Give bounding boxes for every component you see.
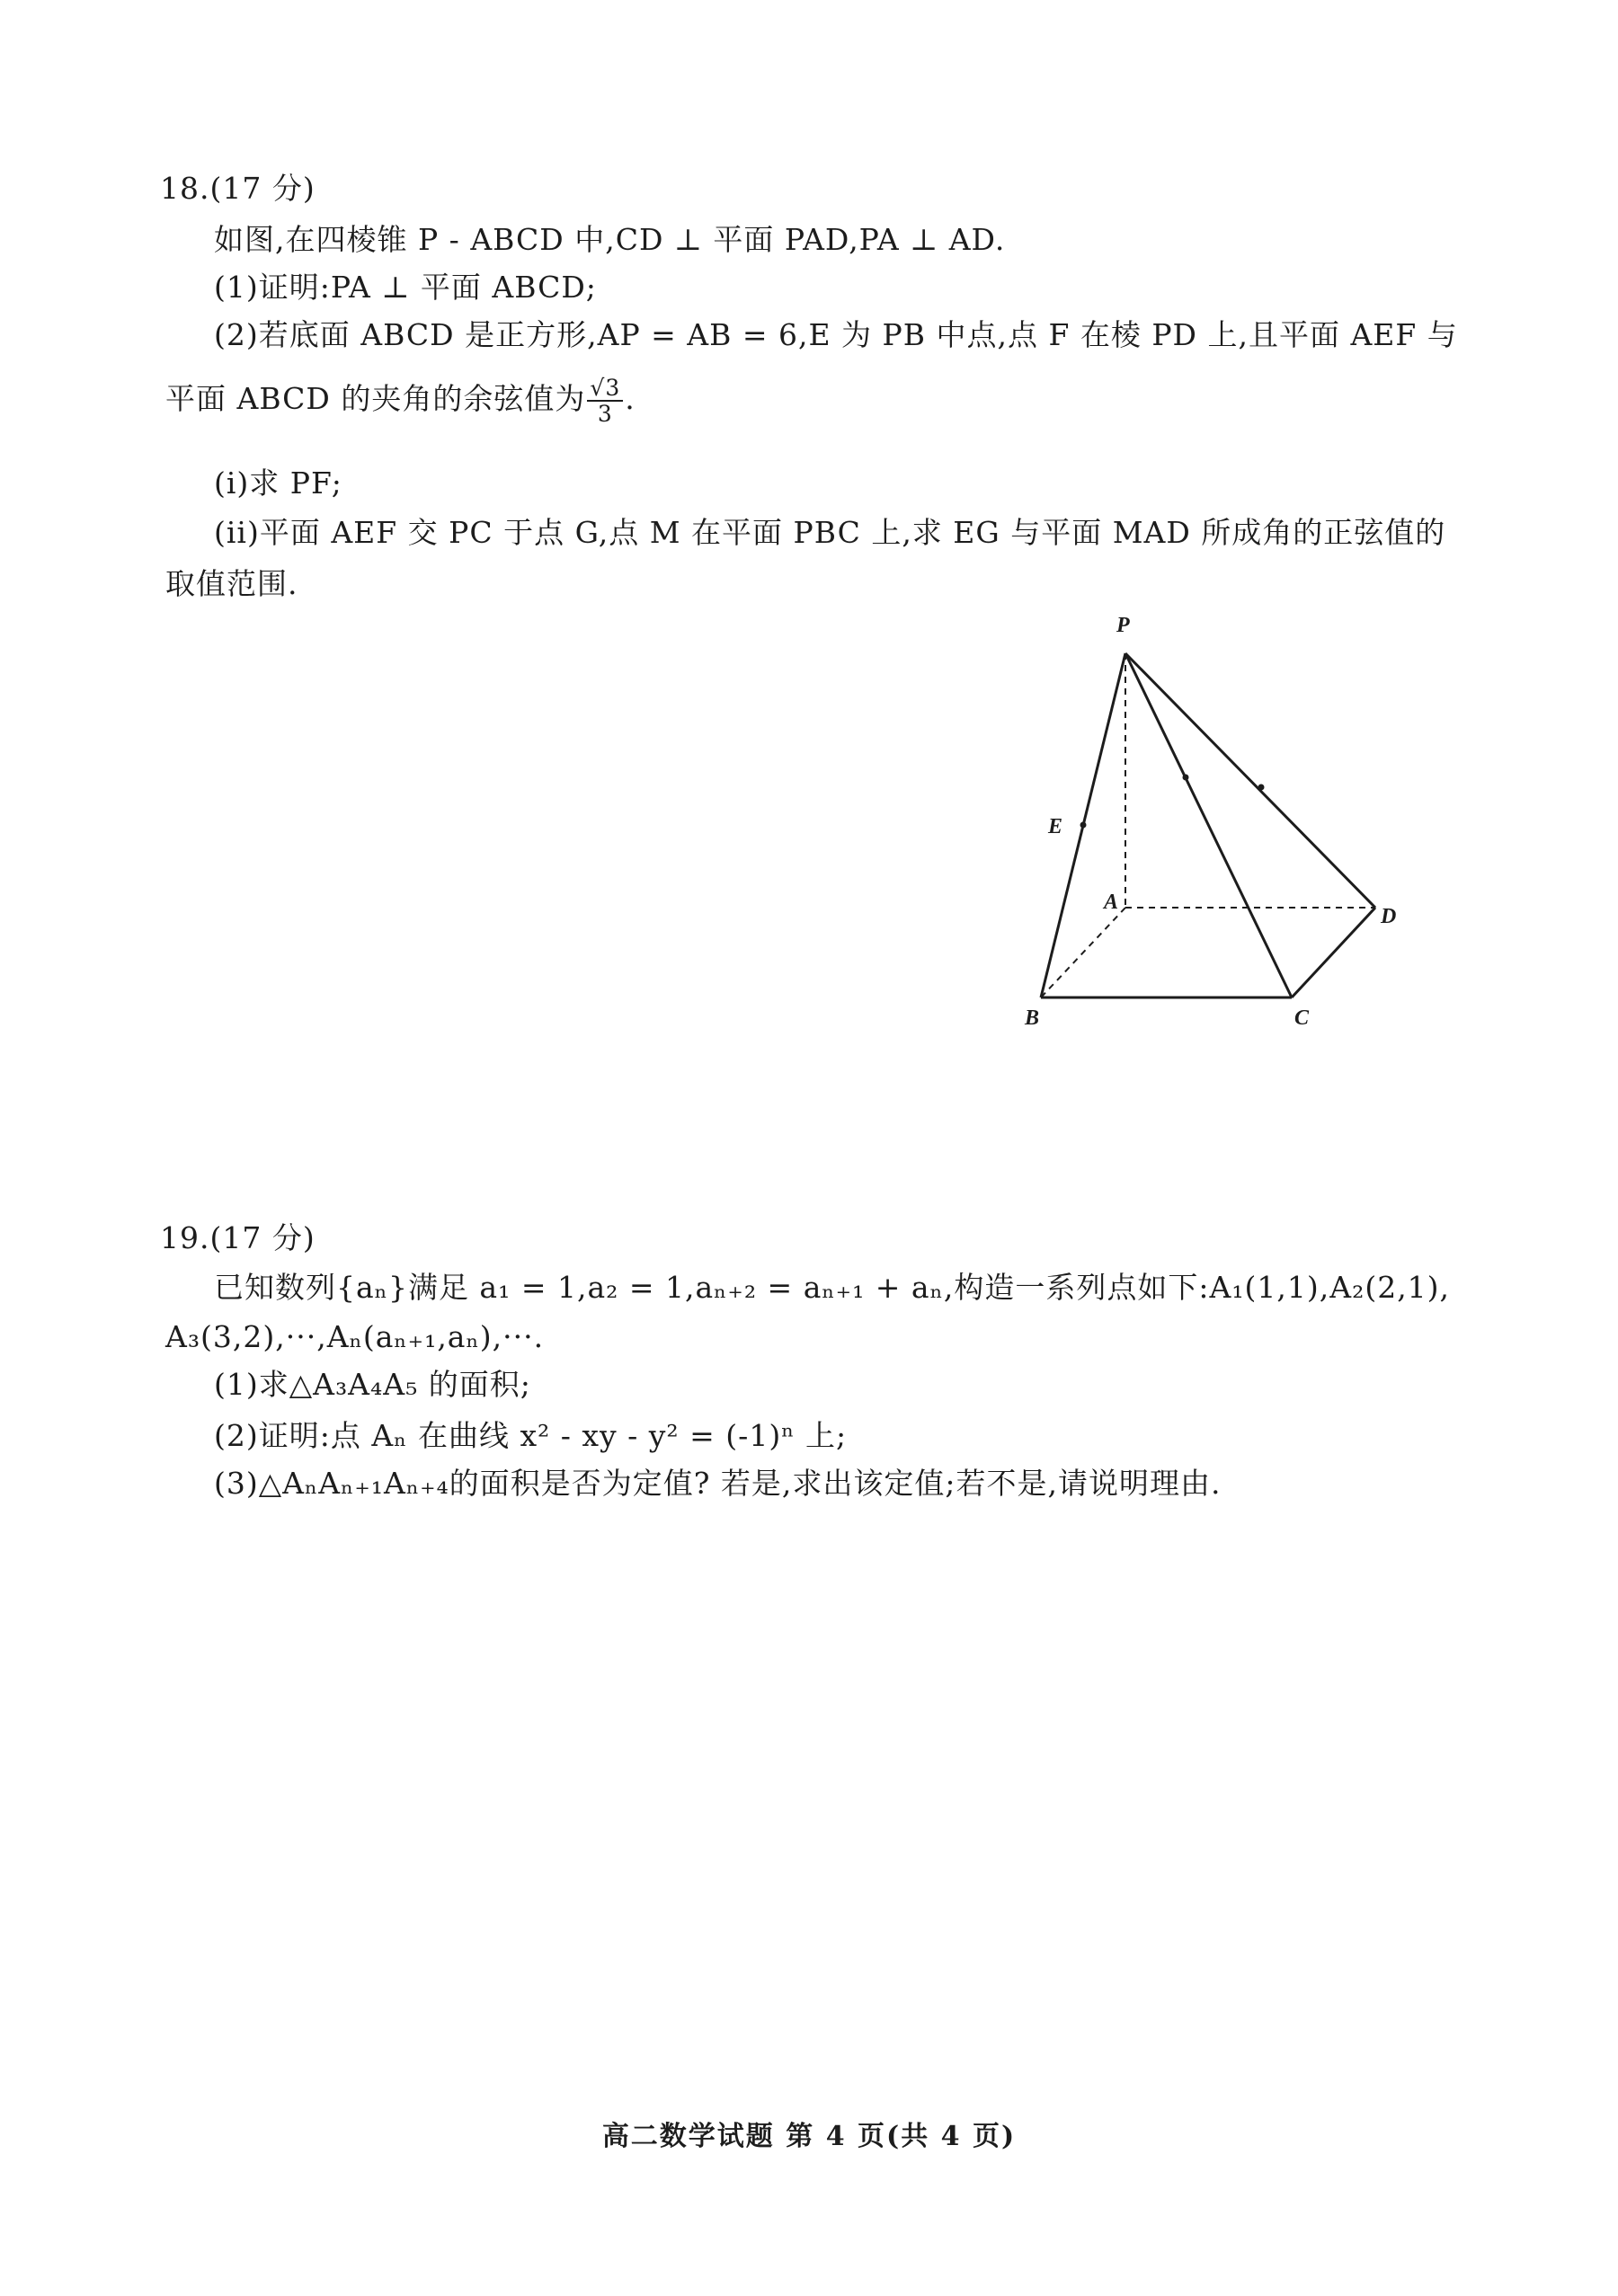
q18-intro: 如图,在四棱锥 P - ABCD 中,CD ⊥ 平面 PAD,PA ⊥ AD.: [214, 222, 1006, 257]
q18-header: 18.(17 分): [160, 171, 316, 206]
edge-PC: [1125, 653, 1292, 997]
point-F: [1258, 785, 1265, 791]
pyramid-labels: [1024, 614, 1396, 1030]
point-G: [1183, 775, 1189, 781]
fraction-denominator: 3: [597, 401, 613, 427]
label-E: E: [1048, 815, 1063, 838]
label-B: B: [1025, 1006, 1040, 1030]
q18-sub-i: (i)求 PF;: [214, 465, 342, 501]
q18-part1: (1)证明:PA ⊥ 平面 ABCD;: [214, 270, 597, 305]
pyramid-points: [1080, 775, 1265, 829]
label-A: A: [1104, 891, 1119, 914]
q19-part1: (1)求△A₃A₄A₅ 的面积;: [214, 1367, 531, 1402]
q18-part2-line1: (2)若底面 ABCD 是正方形,AP = AB = 6,E 为 PB 中点,点 F 在棱 PD 上,且平面 AEF 与: [214, 317, 1458, 352]
edge-CD: [1292, 908, 1375, 997]
label-C: C: [1294, 1006, 1310, 1030]
q19-intro-line2: A₃(3,2),···,Aₙ(aₙ₊₁,aₙ),···.: [165, 1319, 545, 1354]
q19-intro-line1: 已知数列{aₙ}满足 a₁ = 1,a₂ = 1,aₙ₊₂ = aₙ₊₁ + aₙ,构造一系列点如下:A₁(1,1),A₂(2,1),: [214, 1270, 1451, 1305]
q18-part2-line2-text: 平面 ABCD 的夹角的余弦值为: [165, 381, 586, 416]
point-E: [1080, 822, 1087, 829]
q18-sub-ii-line1: (ii)平面 AEF 交 PC 于点 G,点 M 在平面 PBC 上,求 EG 与平面 MAD 所成角的正弦值的: [214, 515, 1446, 550]
q19-header: 19.(17 分): [160, 1220, 316, 1255]
q19-part3: (3)△AₙAₙ₊₁Aₙ₊₄的面积是否为定值? 若是,求出该定值;若不是,请说明理由.: [214, 1466, 1222, 1501]
pyramid-figure: [1007, 598, 1456, 1038]
page-footer: 高二数学试题 第 4 页(共 4 页): [601, 2121, 1017, 2152]
edge-PD: [1125, 653, 1375, 908]
edge-AB: [1041, 908, 1125, 997]
q18-sub-ii-line2: 取值范围.: [165, 566, 298, 601]
cosine-fraction: [587, 376, 623, 426]
fraction-numerator: √3: [587, 376, 623, 402]
q18-part2-line2-end: .: [625, 381, 636, 416]
pyramid-solid-edges: [1041, 653, 1375, 997]
q18-part2-line2: [165, 376, 636, 426]
q19-part2: (2)证明:点 Aₙ 在曲线 x² - xy - y² = (-1)ⁿ 上;: [214, 1418, 848, 1453]
label-D: D: [1381, 905, 1397, 928]
label-P: P: [1116, 614, 1130, 637]
